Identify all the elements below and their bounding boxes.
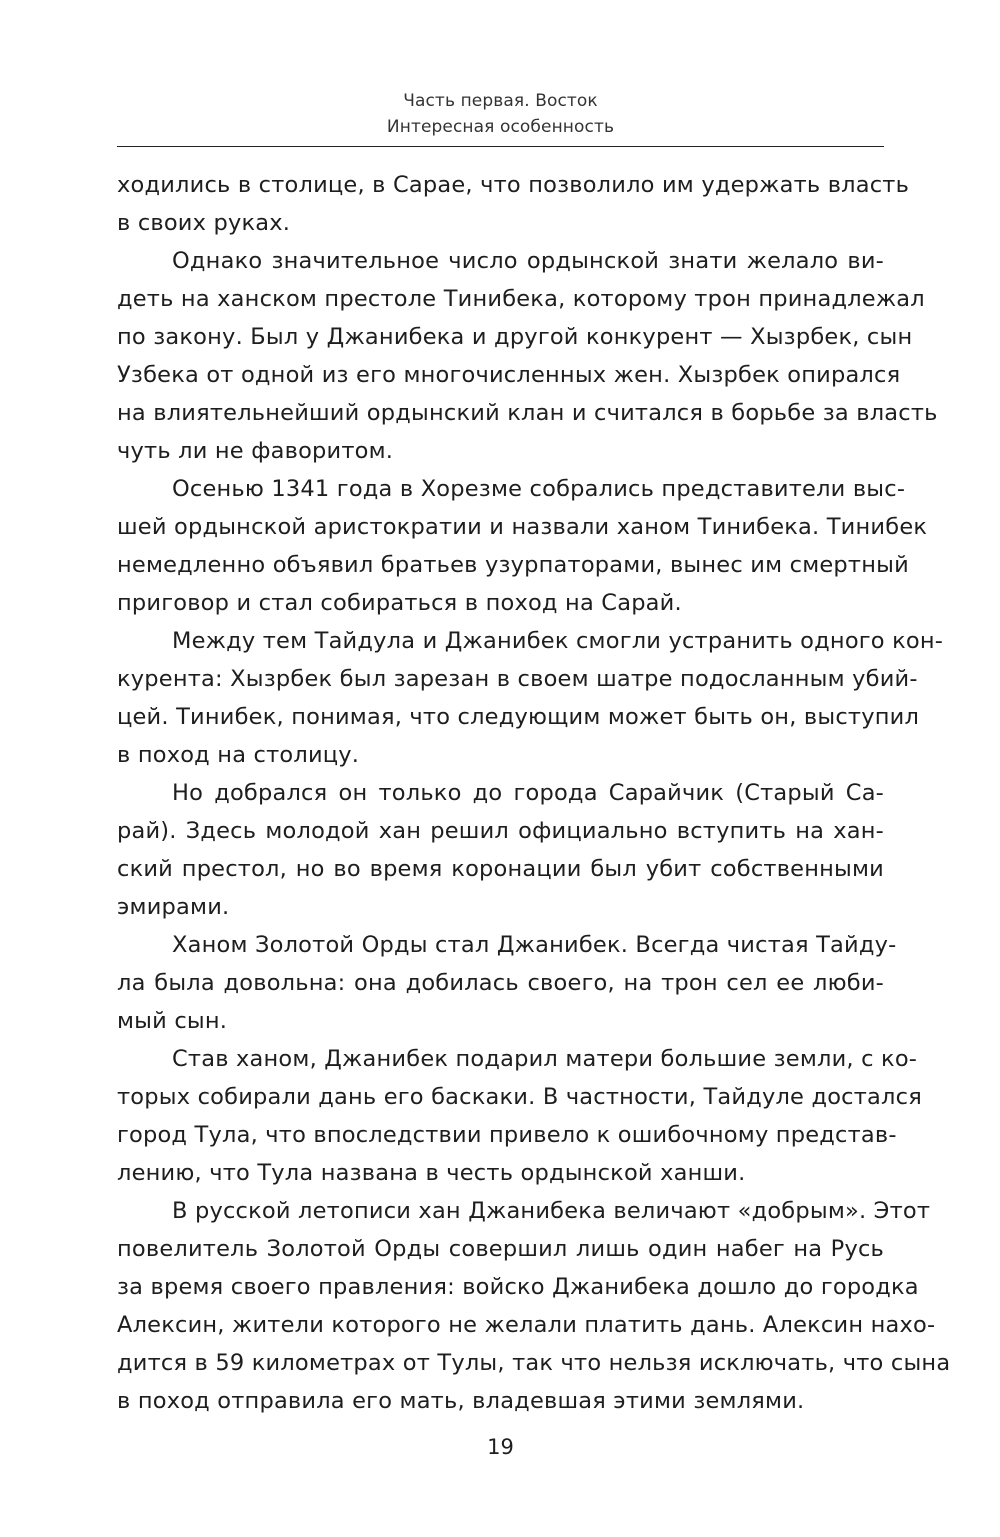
paragraph <box>117 1040 922 1192</box>
text-line: Между тем Тайдула и Джанибек смогли устранить одного кон- <box>172 628 944 654</box>
paragraph <box>117 242 938 470</box>
text-line: Узбека от одной из его многочисленных жен. Хызрбек опирался <box>117 362 901 388</box>
text-line: немедленно объявил братьев узурпаторами, вынес им смертный <box>117 552 909 578</box>
text-line: Став ханом, Джанибек подарил матери большие земли, с ко- <box>172 1046 918 1072</box>
text-line: лению, что Тула названа в честь ордынской ханши. <box>117 1160 746 1186</box>
text-line: по закону. Был у Джанибека и другой конкурент — Хызрбек, сын <box>117 324 913 350</box>
text-line: в своих руках. <box>117 210 291 236</box>
paragraph <box>117 926 897 1040</box>
text-line: торых собирали дань его баскаки. В частности, Тайдуле достался <box>117 1084 922 1110</box>
section-title: Интересная особенность <box>386 117 615 137</box>
body-text <box>117 166 951 1420</box>
text-line: Но добрался он только до города Сарайчик (Старый Са- <box>172 780 884 806</box>
text-line: город Тула, что впоследствии привело к ошибочному представ- <box>117 1122 897 1148</box>
text-line: рай). Здесь молодой хан решил официально вступить на хан- <box>117 818 884 844</box>
text-line: чуть ли не фаворитом. <box>117 438 394 464</box>
paragraph <box>117 1192 951 1420</box>
text-line: повелитель Золотой Орды совершил лишь один набег на Русь <box>117 1236 884 1262</box>
text-line: курента: Хызрбек был зарезан в своем шатре подосланным убий- <box>117 666 918 692</box>
text-line: за время своего правления: войско Джанибека дошло до городка <box>117 1274 919 1300</box>
paragraph <box>117 622 944 774</box>
text-line: шей ордынской аристократии и назвали ханом Тинибека. Тинибек <box>117 514 928 540</box>
text-line: ла была довольна: она добилась своего, на трон сел ее люби- <box>117 970 884 996</box>
text-line: ходились в столице, в Сарае, что позволило им удержать власть <box>117 172 910 198</box>
text-line: В русской летописи хан Джанибека величают «добрым». Этот <box>172 1198 931 1224</box>
text-line: Алексин, жители которого не желали платить дань. Алексин нахо- <box>117 1312 936 1338</box>
running-head <box>117 88 884 140</box>
text-line: ский престол, но во время коронации был убит собственными <box>117 856 884 882</box>
page-number: 19 <box>487 1435 514 1459</box>
text-line: в поход отправила его мать, владевшая этими землями. <box>117 1388 805 1414</box>
text-line: в поход на столицу. <box>117 742 360 768</box>
text-line: эмирами. <box>117 894 230 920</box>
paragraph <box>117 774 884 926</box>
text-line: мый сын. <box>117 1008 228 1034</box>
text-line: Однако значительное число ордынской знати желало ви- <box>172 248 884 274</box>
part-title: Часть первая. Восток <box>403 91 598 111</box>
text-line: деть на ханском престоле Тинибека, которому трон принадлежал <box>117 286 925 312</box>
text-line: дится в 59 километрах от Тулы, так что нельзя исключать, что сына <box>117 1350 951 1376</box>
text-line: цей. Тинибек, понимая, что следующим может быть он, выступил <box>117 704 920 730</box>
paragraph <box>117 166 910 242</box>
text-line: на влиятельнейший ордынский клан и считался в борьбе за власть <box>117 400 938 426</box>
header-rule <box>117 146 884 147</box>
text-line: приговор и стал собираться в поход на Сарай. <box>117 590 682 616</box>
text-line: Ханом Золотой Орды стал Джанибек. Всегда чистая Тайду- <box>172 932 897 958</box>
paragraph <box>117 470 928 622</box>
text-line: Осенью 1341 года в Хорезме собрались представители выс- <box>172 476 906 502</box>
